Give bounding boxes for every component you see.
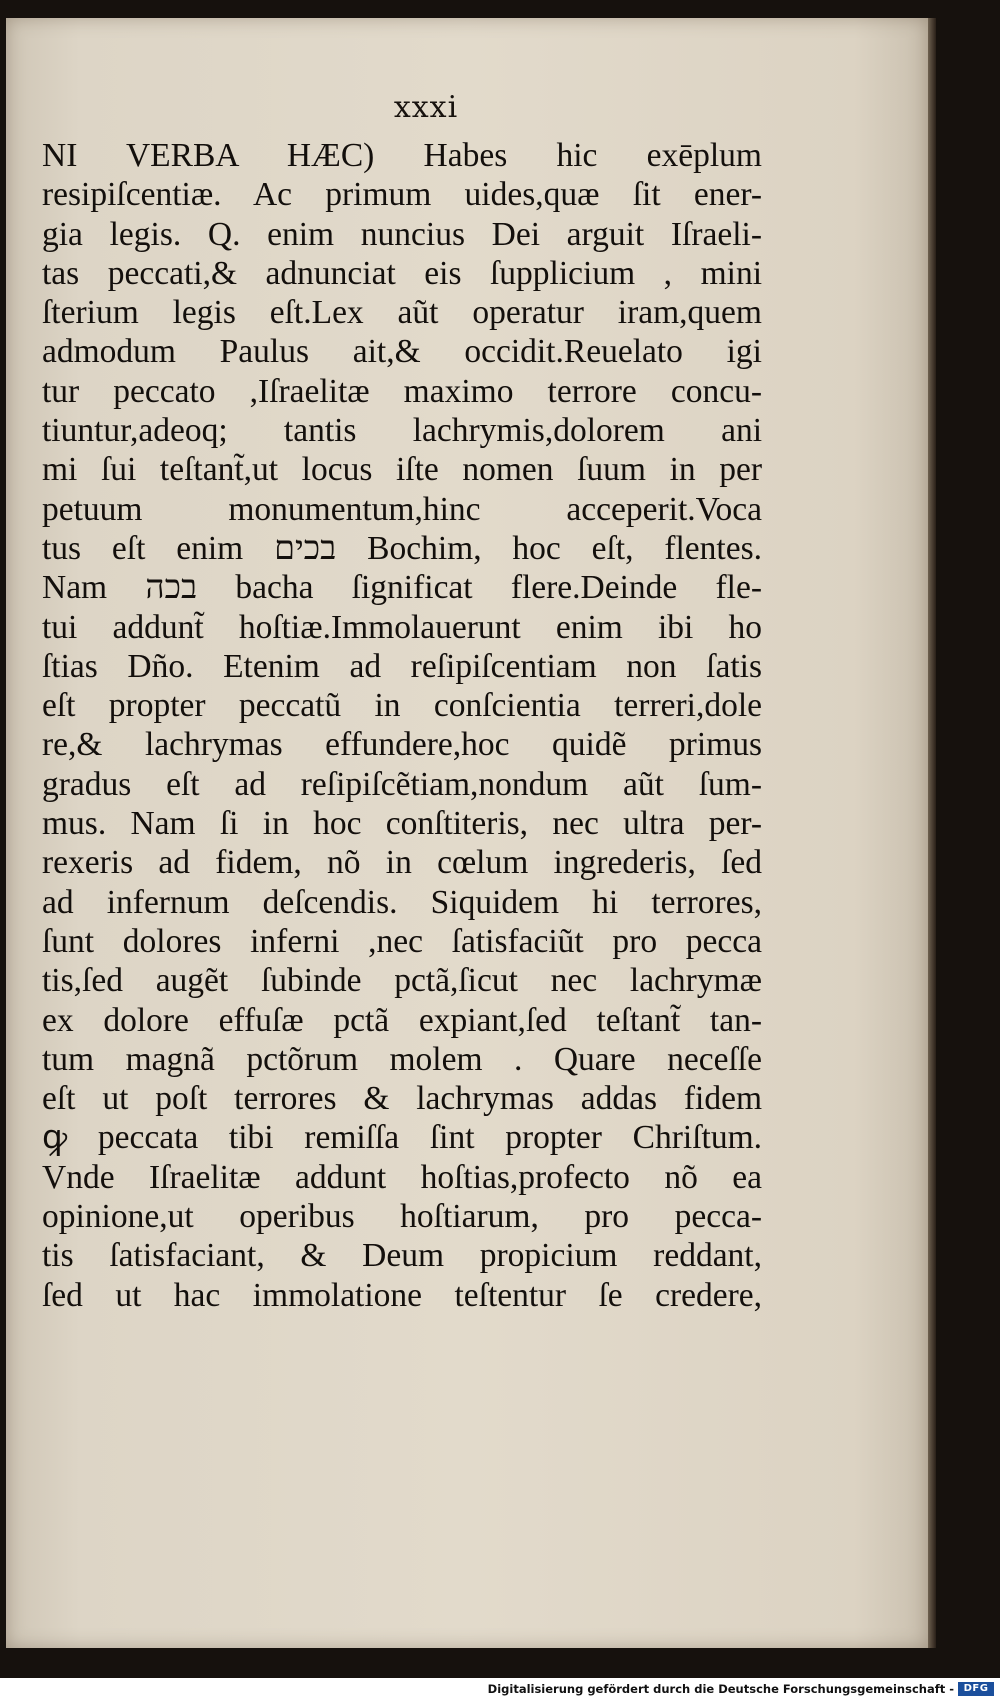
body-text	[42, 136, 762, 1315]
dfg-logo: DFG	[958, 1682, 994, 1696]
text-line: tui addunt̃ hoſtiæ.Immolauerunt enim ibi ho	[42, 608, 762, 646]
text-line: rexeris ad fidem, nõ in cœlum ingrederis, ſed	[42, 844, 762, 882]
text-line: resipiſcentiæ. Ac primum uides,quæ ſit ener-	[42, 176, 762, 214]
text-line: ſed ut hac immolatione teſtentur ſe credere,	[42, 1276, 762, 1314]
text-line: ad infernum deſcendis. Siquidem hi terrores,	[42, 883, 762, 921]
text-line: admodum Paulus ait,& occidit.Reuelato igi	[42, 333, 762, 371]
text-line: petuum monumentum,hinc acceperit.Voca	[42, 490, 762, 528]
text-line: gradus eſt ad reſipiſcẽtiam,nondum aũt ſum-	[42, 765, 762, 803]
text-line: tas peccati,& adnunciat eis ſupplicium , mini	[42, 254, 762, 292]
text-line: eſt propter peccatũ in conſcientia terreri,dole	[42, 687, 762, 725]
text-line: opinione,ut operibus hoſtiarum, pro pecca-	[42, 1198, 762, 1236]
book-page	[6, 18, 928, 1648]
text-line: tis ſatisfaciant, & Deum propicium reddant,	[42, 1237, 762, 1275]
text-line: ex dolore effuſæ pctã expiant,ſed teſtant̃ tan-	[42, 1001, 762, 1039]
text-line: ꝙ peccata tibi remiſſa ſint propter Chriſtum.	[42, 1119, 762, 1157]
funding-credit: Digitalisierung gefördert durch die Deutsche Forschungsgemeinschaft -	[487, 1682, 954, 1696]
text-line: tiuntur,adeoq; tantis lachrymis,dolorem ani	[42, 412, 762, 450]
text-line: mus. Nam ſi in hoc conſtiteris, nec ultra per-	[42, 805, 762, 843]
text-line: ſunt dolores inferni ,nec ſatisfaciũt pro pecca	[42, 922, 762, 960]
text-line: tus eſt enim בכים Bochim, hoc eſt, flentes.	[42, 529, 762, 567]
text-line: mi ſui teſtant̃,ut locus iſte nomen ſuum in per	[42, 451, 762, 489]
text-line: eſt ut poſt terrores & lachrymas addas fidem	[42, 1080, 762, 1118]
text-line: gia legis. Q. enim nuncius Dei arguit Iſraeli-	[42, 215, 762, 253]
text-line: NI VERBA HÆC) Habes hic exēplum	[42, 137, 762, 174]
text-line: Nam בכה bacha ſignificat flere.Deinde fle-	[42, 569, 762, 607]
text-line: ſtias Dño. Etenim ad reſipiſcentiam non ſatis	[42, 647, 762, 685]
folio-number: xxxi	[393, 90, 459, 125]
text-line: tum magnã pctõrum molem . Quare neceſſe	[42, 1040, 762, 1078]
digitization-footer	[0, 1678, 1000, 1701]
text-line: tur peccato ,Iſraelitæ maximo terrore concu-	[42, 372, 762, 410]
text-line: tis,ſed augẽt ſubinde pctã,ſicut nec lachrymæ	[42, 962, 762, 1000]
page-edge	[928, 18, 936, 1648]
text-line: ſterium legis eſt.Lex aũt operatur iram,quem	[42, 294, 762, 332]
text-line: re,& lachrymas effundere,hoc quidẽ primus	[42, 726, 762, 764]
text-line: Vnde Iſraelitæ addunt hoſtias,profecto nõ ea	[42, 1158, 762, 1196]
